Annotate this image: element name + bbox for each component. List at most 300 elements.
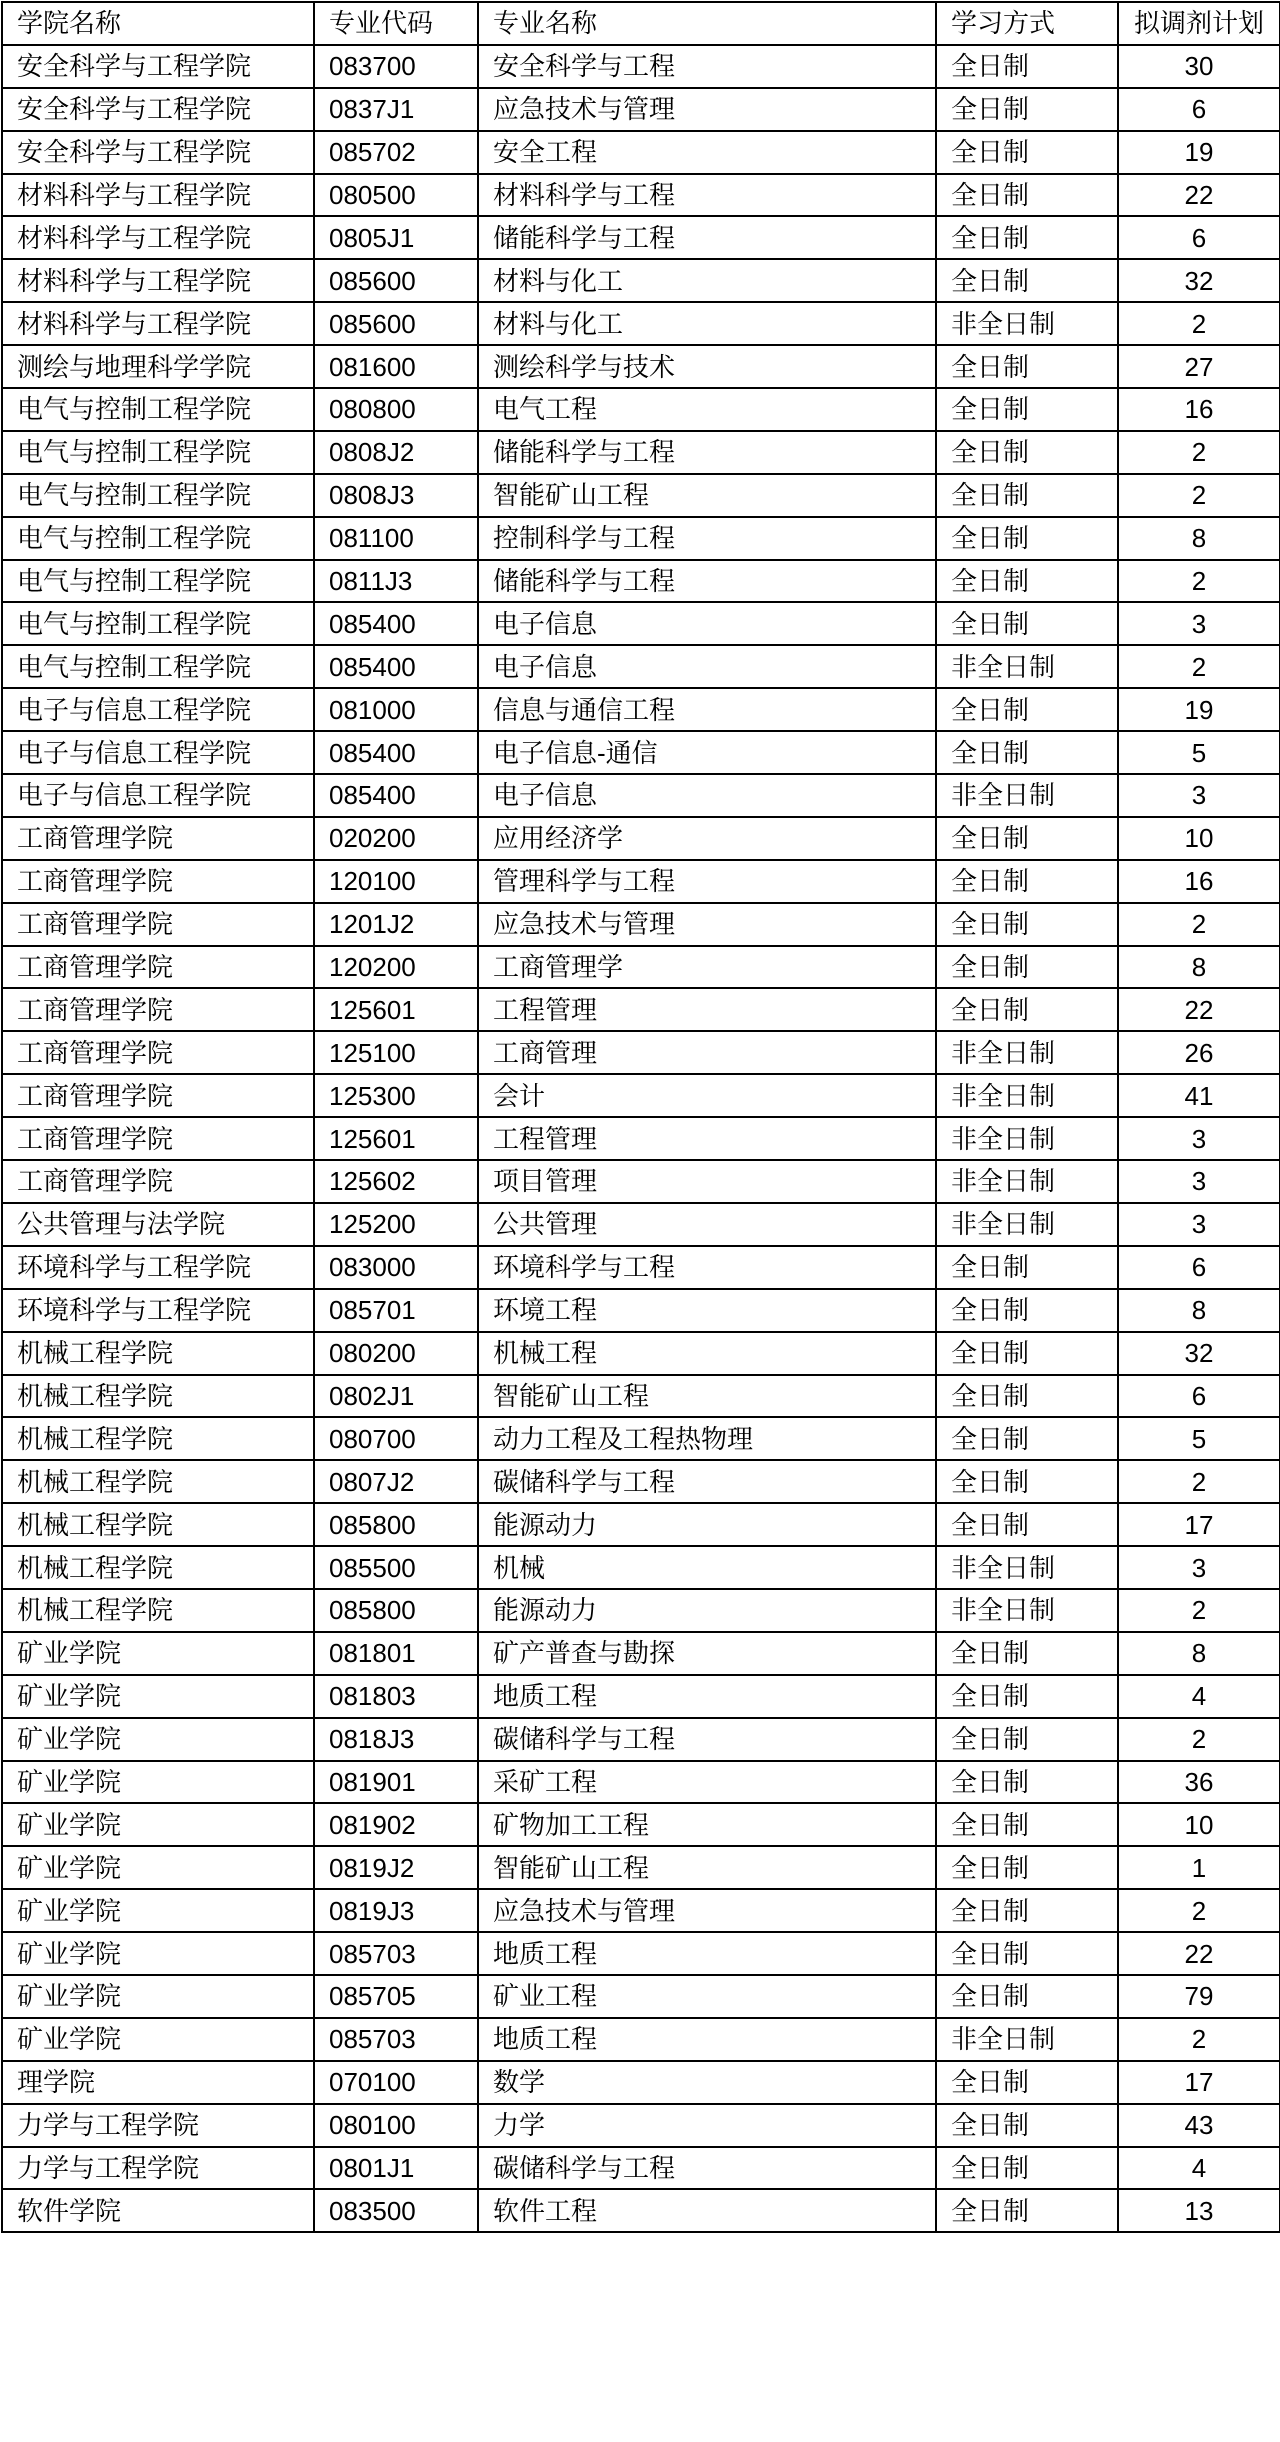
cell-code: 0808J2 [314,431,478,474]
cell-code: 085705 [314,1975,478,2018]
cell-major: 软件工程 [478,2189,936,2232]
cell-major: 地质工程 [478,1675,936,1718]
table-row [2,1846,1280,1889]
cell-major: 地质工程 [478,2018,936,2061]
cell-plan: 17 [1118,2061,1280,2104]
cell-college: 机械工程学院 [2,1375,314,1418]
cell-major: 电子信息 [478,602,936,645]
cell-college: 材料科学与工程学院 [2,216,314,259]
table-row [2,302,1280,345]
cell-plan: 19 [1118,131,1280,174]
cell-code: 1201J2 [314,903,478,946]
cell-plan: 22 [1118,988,1280,1031]
cell-mode: 全日制 [936,1375,1118,1418]
cell-mode: 全日制 [936,1718,1118,1761]
cell-college: 软件学院 [2,2189,314,2232]
table-row [2,1803,1280,1846]
cell-plan: 8 [1118,1289,1280,1332]
cell-code: 070100 [314,2061,478,2104]
cell-code: 085703 [314,1932,478,1975]
table-row [2,1160,1280,1203]
cell-code: 0818J3 [314,1718,478,1761]
cell-major: 储能科学与工程 [478,431,936,474]
cell-mode: 全日制 [936,1761,1118,1804]
cell-college: 力学与工程学院 [2,2104,314,2147]
cell-mode: 非全日制 [936,645,1118,688]
cell-mode: 全日制 [936,1675,1118,1718]
cell-major: 能源动力 [478,1589,936,1632]
cell-mode: 全日制 [936,474,1118,517]
cell-major: 碳储科学与工程 [478,2147,936,2190]
cell-plan: 27 [1118,345,1280,388]
cell-college: 材料科学与工程学院 [2,302,314,345]
cell-code: 081803 [314,1675,478,1718]
cell-college: 机械工程学院 [2,1417,314,1460]
cell-major: 矿产普查与勘探 [478,1632,936,1675]
cell-major: 安全工程 [478,131,936,174]
table-row [2,259,1280,302]
cell-mode: 全日制 [936,1632,1118,1675]
cell-college: 工商管理学院 [2,1031,314,1074]
cell-plan: 3 [1118,1160,1280,1203]
adjustment-plan-table-wrap [1,1,1280,2233]
cell-plan: 4 [1118,2147,1280,2190]
cell-major: 智能矿山工程 [478,474,936,517]
table-row [2,517,1280,560]
cell-mode: 全日制 [936,1932,1118,1975]
cell-mode: 全日制 [936,216,1118,259]
cell-mode: 全日制 [936,345,1118,388]
adjustment-plan-table [1,1,1280,2233]
cell-code: 085800 [314,1589,478,1632]
cell-college: 矿业学院 [2,1846,314,1889]
cell-code: 085600 [314,259,478,302]
cell-college: 矿业学院 [2,1803,314,1846]
cell-code: 081100 [314,517,478,560]
table-row [2,2189,1280,2232]
cell-mode: 全日制 [936,1289,1118,1332]
cell-code: 125300 [314,1074,478,1117]
cell-mode: 全日制 [936,1246,1118,1289]
cell-code: 125200 [314,1203,478,1246]
cell-code: 081801 [314,1632,478,1675]
cell-code: 0802J1 [314,1375,478,1418]
cell-college: 安全科学与工程学院 [2,45,314,88]
header-college: 学院名称 [2,2,314,45]
cell-plan: 22 [1118,1932,1280,1975]
cell-code: 120100 [314,860,478,903]
table-row [2,1417,1280,1460]
cell-college: 矿业学院 [2,1761,314,1804]
cell-major: 安全科学与工程 [478,45,936,88]
cell-college: 安全科学与工程学院 [2,88,314,131]
table-row [2,1632,1280,1675]
cell-code: 125100 [314,1031,478,1074]
header-code: 专业代码 [314,2,478,45]
cell-plan: 17 [1118,1503,1280,1546]
cell-mode: 全日制 [936,2061,1118,2104]
cell-code: 0805J1 [314,216,478,259]
table-row [2,688,1280,731]
cell-code: 125602 [314,1160,478,1203]
cell-college: 工商管理学院 [2,860,314,903]
table-row [2,1975,1280,2018]
cell-code: 085800 [314,1503,478,1546]
cell-major: 数学 [478,2061,936,2104]
cell-plan: 32 [1118,1332,1280,1375]
table-row [2,1675,1280,1718]
table-row [2,45,1280,88]
cell-major: 智能矿山工程 [478,1375,936,1418]
cell-mode: 非全日制 [936,1117,1118,1160]
cell-college: 工商管理学院 [2,1117,314,1160]
cell-plan: 2 [1118,431,1280,474]
cell-mode: 全日制 [936,903,1118,946]
table-row [2,988,1280,1031]
cell-code: 0811J3 [314,560,478,603]
cell-plan: 2 [1118,2018,1280,2061]
cell-college: 电子与信息工程学院 [2,774,314,817]
cell-major: 材料与化工 [478,259,936,302]
cell-mode: 全日制 [936,2147,1118,2190]
cell-plan: 8 [1118,946,1280,989]
cell-code: 085703 [314,2018,478,2061]
cell-major: 应急技术与管理 [478,88,936,131]
cell-mode: 全日制 [936,174,1118,217]
cell-mode: 非全日制 [936,1589,1118,1632]
table-row [2,645,1280,688]
cell-code: 085600 [314,302,478,345]
cell-major: 应急技术与管理 [478,1889,936,1932]
cell-college: 矿业学院 [2,1632,314,1675]
cell-code: 085701 [314,1289,478,1332]
cell-major: 机械 [478,1546,936,1589]
table-row [2,88,1280,131]
cell-major: 管理科学与工程 [478,860,936,903]
cell-college: 工商管理学院 [2,1160,314,1203]
cell-major: 碳储科学与工程 [478,1460,936,1503]
cell-mode: 全日制 [936,1417,1118,1460]
cell-mode: 全日制 [936,1803,1118,1846]
cell-code: 081600 [314,345,478,388]
cell-college: 机械工程学院 [2,1546,314,1589]
table-header-row [2,2,1280,45]
cell-major: 电气工程 [478,388,936,431]
cell-plan: 79 [1118,1975,1280,2018]
table-row [2,431,1280,474]
cell-major: 环境工程 [478,1289,936,1332]
cell-plan: 32 [1118,259,1280,302]
cell-major: 动力工程及工程热物理 [478,1417,936,1460]
cell-college: 电气与控制工程学院 [2,388,314,431]
cell-plan: 2 [1118,474,1280,517]
cell-major: 工程管理 [478,1117,936,1160]
table-row [2,1332,1280,1375]
table-row [2,731,1280,774]
table-row [2,2147,1280,2190]
cell-college: 矿业学院 [2,1975,314,2018]
cell-plan: 26 [1118,1031,1280,1074]
cell-mode: 全日制 [936,1332,1118,1375]
table-row [2,1375,1280,1418]
cell-code: 0808J3 [314,474,478,517]
cell-mode: 全日制 [936,45,1118,88]
cell-plan: 8 [1118,1632,1280,1675]
cell-plan: 16 [1118,860,1280,903]
cell-major: 能源动力 [478,1503,936,1546]
cell-plan: 6 [1118,1246,1280,1289]
cell-code: 0801J1 [314,2147,478,2190]
table-row [2,1246,1280,1289]
cell-code: 080700 [314,1417,478,1460]
cell-mode: 全日制 [936,946,1118,989]
table-row [2,817,1280,860]
cell-plan: 2 [1118,645,1280,688]
cell-code: 081000 [314,688,478,731]
table-row [2,1761,1280,1804]
table-row [2,1117,1280,1160]
cell-plan: 16 [1118,388,1280,431]
table-row [2,2104,1280,2147]
table-row [2,1074,1280,1117]
cell-major: 碳储科学与工程 [478,1718,936,1761]
cell-college: 工商管理学院 [2,817,314,860]
table-body [2,45,1280,2232]
cell-mode: 全日制 [936,2189,1118,2232]
cell-college: 测绘与地理科学学院 [2,345,314,388]
cell-major: 电子信息 [478,774,936,817]
cell-major: 智能矿山工程 [478,1846,936,1889]
cell-plan: 3 [1118,1203,1280,1246]
cell-major: 储能科学与工程 [478,560,936,603]
cell-college: 机械工程学院 [2,1332,314,1375]
cell-mode: 全日制 [936,388,1118,431]
cell-major: 电子信息-通信 [478,731,936,774]
cell-code: 020200 [314,817,478,860]
table-row [2,2018,1280,2061]
cell-major: 采矿工程 [478,1761,936,1804]
cell-college: 材料科学与工程学院 [2,174,314,217]
cell-plan: 2 [1118,302,1280,345]
cell-major: 材料与化工 [478,302,936,345]
cell-code: 085400 [314,774,478,817]
table-row [2,1203,1280,1246]
table-row [2,1889,1280,1932]
cell-major: 力学 [478,2104,936,2147]
cell-major: 矿物加工工程 [478,1803,936,1846]
cell-college: 工商管理学院 [2,946,314,989]
cell-college: 矿业学院 [2,1889,314,1932]
cell-mode: 全日制 [936,131,1118,174]
cell-plan: 3 [1118,774,1280,817]
header-plan: 拟调剂计划 [1118,2,1280,45]
cell-code: 083500 [314,2189,478,2232]
cell-college: 机械工程学院 [2,1589,314,1632]
cell-major: 机械工程 [478,1332,936,1375]
cell-major: 矿业工程 [478,1975,936,2018]
table-row [2,2061,1280,2104]
cell-major: 储能科学与工程 [478,216,936,259]
cell-major: 工程管理 [478,988,936,1031]
cell-code: 080100 [314,2104,478,2147]
cell-major: 控制科学与工程 [478,517,936,560]
table-row [2,131,1280,174]
cell-plan: 3 [1118,602,1280,645]
cell-code: 120200 [314,946,478,989]
cell-code: 083000 [314,1246,478,1289]
cell-mode: 全日制 [936,1503,1118,1546]
cell-mode: 全日制 [936,431,1118,474]
cell-plan: 43 [1118,2104,1280,2147]
cell-code: 085400 [314,731,478,774]
cell-plan: 8 [1118,517,1280,560]
cell-code: 0819J2 [314,1846,478,1889]
cell-mode: 全日制 [936,560,1118,603]
cell-code: 0807J2 [314,1460,478,1503]
cell-major: 电子信息 [478,645,936,688]
cell-plan: 22 [1118,174,1280,217]
cell-code: 085500 [314,1546,478,1589]
cell-plan: 6 [1118,216,1280,259]
cell-mode: 全日制 [936,259,1118,302]
table-row [2,474,1280,517]
cell-mode: 非全日制 [936,1031,1118,1074]
cell-major: 项目管理 [478,1160,936,1203]
cell-mode: 全日制 [936,860,1118,903]
table-row [2,1718,1280,1761]
cell-plan: 3 [1118,1546,1280,1589]
cell-college: 机械工程学院 [2,1460,314,1503]
cell-plan: 2 [1118,903,1280,946]
cell-college: 电气与控制工程学院 [2,602,314,645]
cell-college: 安全科学与工程学院 [2,131,314,174]
cell-college: 工商管理学院 [2,903,314,946]
cell-mode: 全日制 [936,731,1118,774]
cell-college: 环境科学与工程学院 [2,1289,314,1332]
cell-code: 0837J1 [314,88,478,131]
cell-major: 环境科学与工程 [478,1246,936,1289]
table-row [2,1289,1280,1332]
cell-code: 081901 [314,1761,478,1804]
cell-code: 125601 [314,1117,478,1160]
cell-code: 085400 [314,645,478,688]
cell-mode: 非全日制 [936,1074,1118,1117]
cell-plan: 5 [1118,731,1280,774]
cell-plan: 10 [1118,1803,1280,1846]
cell-mode: 全日制 [936,1460,1118,1503]
cell-plan: 41 [1118,1074,1280,1117]
table-row [2,1589,1280,1632]
table-row [2,903,1280,946]
table-row [2,774,1280,817]
cell-mode: 非全日制 [936,1546,1118,1589]
table-row [2,946,1280,989]
cell-college: 电子与信息工程学院 [2,731,314,774]
table-row [2,1932,1280,1975]
cell-major: 信息与通信工程 [478,688,936,731]
cell-plan: 2 [1118,1718,1280,1761]
table-row [2,1503,1280,1546]
cell-code: 080500 [314,174,478,217]
table-row [2,602,1280,645]
cell-mode: 非全日制 [936,2018,1118,2061]
table-row [2,560,1280,603]
table-row [2,1460,1280,1503]
cell-college: 矿业学院 [2,1932,314,1975]
cell-mode: 非全日制 [936,1203,1118,1246]
cell-code: 080200 [314,1332,478,1375]
cell-major: 地质工程 [478,1932,936,1975]
cell-major: 公共管理 [478,1203,936,1246]
cell-college: 电气与控制工程学院 [2,560,314,603]
cell-code: 125601 [314,988,478,1031]
cell-plan: 2 [1118,560,1280,603]
table-row [2,1546,1280,1589]
cell-major: 工商管理 [478,1031,936,1074]
cell-mode: 全日制 [936,688,1118,731]
table-row [2,860,1280,903]
cell-major: 测绘科学与技术 [478,345,936,388]
cell-college: 机械工程学院 [2,1503,314,1546]
table-row [2,345,1280,388]
cell-mode: 全日制 [936,817,1118,860]
cell-major: 材料科学与工程 [478,174,936,217]
table-row [2,388,1280,431]
cell-mode: 非全日制 [936,1160,1118,1203]
cell-college: 电气与控制工程学院 [2,474,314,517]
cell-college: 材料科学与工程学院 [2,259,314,302]
cell-college: 力学与工程学院 [2,2147,314,2190]
cell-mode: 全日制 [936,988,1118,1031]
cell-major: 工商管理学 [478,946,936,989]
cell-mode: 全日制 [936,88,1118,131]
cell-plan: 1 [1118,1846,1280,1889]
cell-college: 理学院 [2,2061,314,2104]
table-row [2,216,1280,259]
cell-plan: 3 [1118,1117,1280,1160]
cell-college: 工商管理学院 [2,988,314,1031]
cell-plan: 2 [1118,1460,1280,1503]
cell-plan: 36 [1118,1761,1280,1804]
cell-plan: 6 [1118,88,1280,131]
cell-mode: 非全日制 [936,774,1118,817]
cell-plan: 6 [1118,1375,1280,1418]
cell-college: 电气与控制工程学院 [2,517,314,560]
cell-college: 矿业学院 [2,2018,314,2061]
cell-college: 工商管理学院 [2,1074,314,1117]
cell-plan: 30 [1118,45,1280,88]
cell-mode: 全日制 [936,1975,1118,2018]
cell-plan: 19 [1118,688,1280,731]
cell-plan: 10 [1118,817,1280,860]
cell-mode: 全日制 [936,1846,1118,1889]
cell-plan: 13 [1118,2189,1280,2232]
cell-code: 080800 [314,388,478,431]
cell-code: 085400 [314,602,478,645]
header-mode: 学习方式 [936,2,1118,45]
table-row [2,1031,1280,1074]
cell-mode: 全日制 [936,1889,1118,1932]
cell-college: 矿业学院 [2,1718,314,1761]
cell-college: 环境科学与工程学院 [2,1246,314,1289]
cell-college: 电气与控制工程学院 [2,645,314,688]
cell-code: 083700 [314,45,478,88]
cell-college: 电子与信息工程学院 [2,688,314,731]
cell-plan: 2 [1118,1589,1280,1632]
cell-plan: 5 [1118,1417,1280,1460]
cell-major: 会计 [478,1074,936,1117]
cell-code: 081902 [314,1803,478,1846]
